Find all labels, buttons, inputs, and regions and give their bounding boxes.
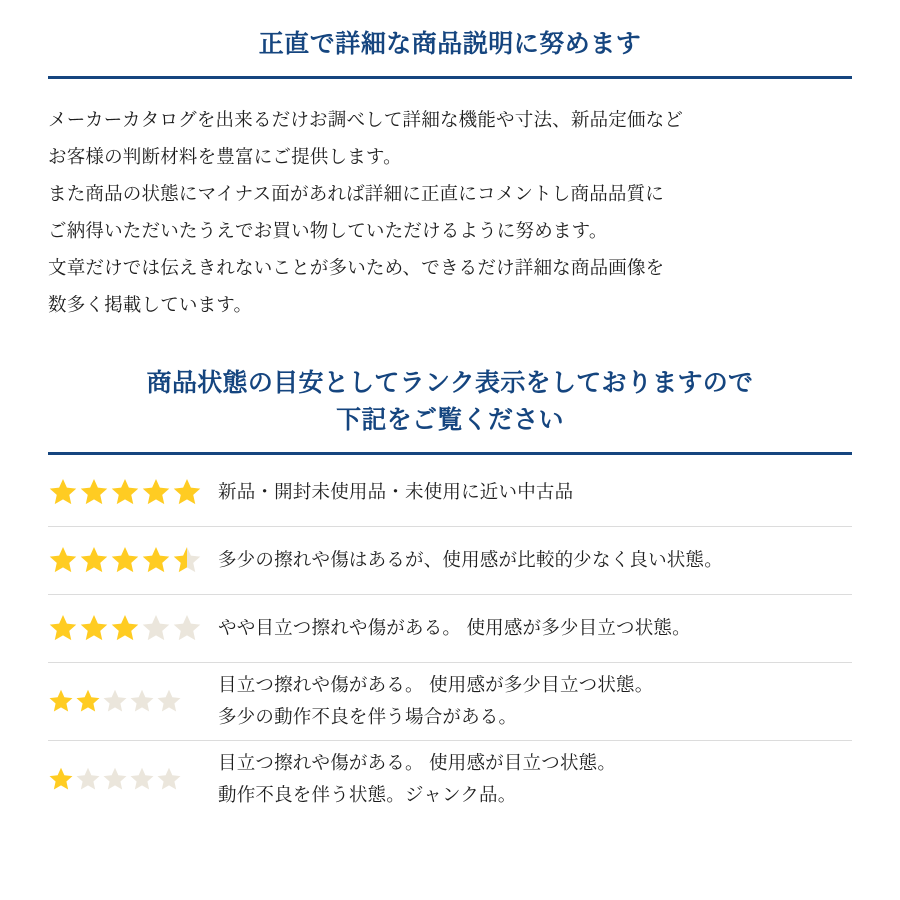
rank-row bbox=[48, 459, 852, 527]
star-filled-icon bbox=[79, 477, 109, 507]
rank-description-line: 多少の動作不良を伴う場合がある。 bbox=[218, 706, 518, 728]
section2-heading bbox=[48, 365, 852, 440]
body-line: 文章だけでは伝えきれないことが多いため、できるだけ詳細な商品画像を bbox=[48, 256, 665, 278]
rank-stars bbox=[48, 613, 218, 643]
section2-heading-line1: 商品状態の目安としてランク表示をしておりますので bbox=[146, 368, 754, 397]
rank-row bbox=[48, 663, 852, 741]
star-filled-icon bbox=[48, 766, 74, 792]
star-filled-icon bbox=[48, 688, 74, 714]
rank-description bbox=[218, 747, 852, 812]
rank-description bbox=[218, 476, 852, 508]
section2-divider bbox=[48, 452, 852, 455]
star-empty-icon bbox=[102, 766, 128, 792]
star-filled-icon bbox=[141, 545, 171, 575]
star-empty-icon bbox=[156, 688, 182, 714]
rank-description-line: 多少の擦れや傷はあるが、使用感が比較的少なく良い状態。 bbox=[218, 549, 723, 571]
body-line: メーカーカタログを出来るだけお調べして詳細な機能や寸法、新品定価など bbox=[48, 108, 684, 130]
star-empty-icon bbox=[156, 766, 182, 792]
star-filled-icon bbox=[75, 688, 101, 714]
star-filled-icon bbox=[110, 477, 140, 507]
star-filled-icon bbox=[79, 545, 109, 575]
section1-body bbox=[48, 101, 852, 323]
rank-description-line: やや目立つ擦れや傷がある。 使用感が多少目立つ状態。 bbox=[218, 617, 691, 639]
rank-row bbox=[48, 527, 852, 595]
rank-row bbox=[48, 741, 852, 818]
star-filled-icon bbox=[110, 613, 140, 643]
star-filled-icon bbox=[48, 613, 78, 643]
section1-divider bbox=[48, 76, 852, 79]
rank-description bbox=[218, 669, 852, 734]
honest-description-section bbox=[48, 0, 852, 323]
body-line: また商品の状態にマイナス面があれば詳細に正直にコメントし商品品質に bbox=[48, 182, 664, 204]
section1-heading: 正直で詳細な商品説明に努めます bbox=[258, 30, 642, 58]
star-filled-icon bbox=[48, 477, 78, 507]
star-empty-icon bbox=[141, 613, 171, 643]
rank-description bbox=[218, 612, 852, 644]
star-filled-icon bbox=[48, 545, 78, 575]
star-empty-icon bbox=[129, 766, 155, 792]
rank-description-line: 動作不良を伴う状態。ジャンク品。 bbox=[218, 783, 517, 805]
body-line: ご納得いただいたうえでお買い物していただけるように努めます。 bbox=[48, 219, 608, 241]
star-half-icon bbox=[172, 545, 202, 575]
rank-stars bbox=[48, 477, 218, 507]
rank-description bbox=[218, 544, 852, 576]
body-line: 数多く掲載しています。 bbox=[48, 293, 253, 315]
rank-stars bbox=[48, 766, 218, 792]
rank-row bbox=[48, 595, 852, 663]
rank-stars bbox=[48, 688, 218, 714]
rank-legend-section bbox=[48, 365, 852, 818]
rank-stars bbox=[48, 545, 218, 575]
star-filled-icon bbox=[141, 477, 171, 507]
rank-list bbox=[48, 459, 852, 818]
star-filled-icon bbox=[110, 545, 140, 575]
section2-heading-line2: 下記をご覧ください bbox=[336, 406, 564, 435]
rank-description-line: 目立つ擦れや傷がある。 使用感が多少目立つ状態。 bbox=[218, 673, 654, 695]
rank-description-line: 新品・開封未使用品・未使用に近い中古品 bbox=[218, 481, 574, 503]
star-filled-icon bbox=[172, 477, 202, 507]
star-empty-icon bbox=[172, 613, 202, 643]
rank-description-line: 目立つ擦れや傷がある。 使用感が目立つ状態。 bbox=[218, 751, 617, 773]
star-empty-icon bbox=[129, 688, 155, 714]
body-line: お客様の判断材料を豊富にご提供します。 bbox=[48, 145, 402, 167]
star-empty-icon bbox=[102, 688, 128, 714]
star-filled-icon bbox=[79, 613, 109, 643]
star-empty-icon bbox=[75, 766, 101, 792]
